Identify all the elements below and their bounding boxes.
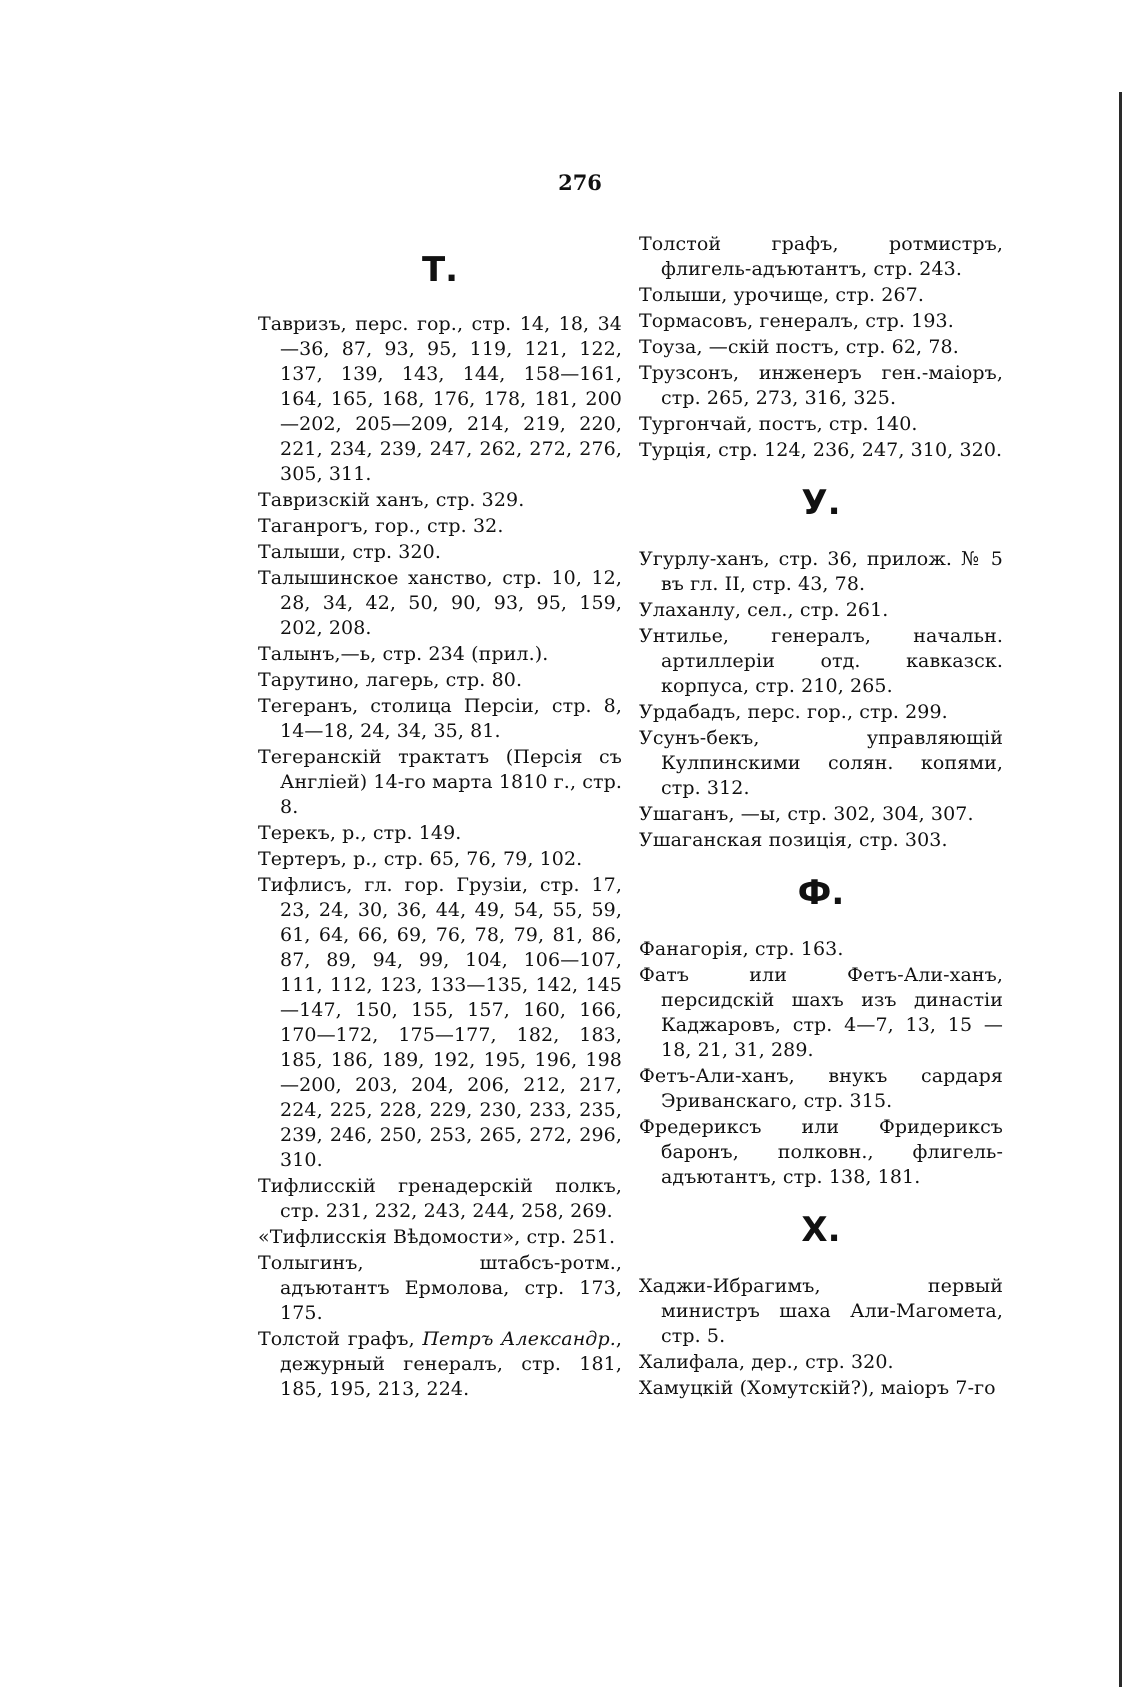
section-letter-f: Ф. [797, 873, 845, 913]
page-number: 276 [558, 170, 602, 195]
index-entry: Фанагорія, стр. 163. [639, 938, 844, 960]
index-entry: Трузсонъ, инженеръ ген.-маіоръ, стр. 265, 273, 316, 325. [639, 362, 1003, 409]
index-entry: Тоуза, —скій постъ, стр. 62, 78. [639, 336, 959, 358]
index-entry: Тавризъ, перс. гор., стр. 14, 18, 34—36, 87, 93, 95, 119, 121, 122, 137, 139, 143, 144, 158—161, 164, 165, 168, 176, 178, 181, 200—202, 205—209, 214, 219, 220, 221, 234, 239, 247, 262, 272, 276, 305, 311. [258, 313, 622, 485]
index-entry: Усунъ-бекъ, управляющій Кулпинскими солян. копями, стр. 312. [639, 727, 1003, 799]
u-entries [639, 547, 1003, 853]
index-entry: Тифлисъ, гл. гор. Грузіи, стр. 17, 23, 24, 30, 36, 44, 49, 54, 55, 59, 61, 64, 66, 69, 76, 78, 79, 81, 86, 87, 89, 94, 99, 104, 106—107, 111, 112, 123, 133—135, 142, 145—147, 150, 155, 157, 160, 166, 170—172, 175—177, 182, 183, 185, 186, 189, 192, 195, 196, 198—200, 203, 204, 206, 212, 217, 224, 225, 228, 229, 230, 233, 235, 239, 246, 250, 253, 265, 272, 296, 310. [258, 874, 622, 1171]
left-entries [258, 312, 622, 1326]
f-entries [639, 937, 1003, 1190]
index-entry: Толстой графъ, ротмистръ, флигель-адъютантъ, стр. 243. [639, 233, 1003, 280]
index-entry-tolstoy-petr [258, 1327, 622, 1402]
index-entry: Таганрогъ, гор., стр. 32. [258, 515, 504, 537]
index-entry: Фатъ или Фетъ-Али-ханъ, персидскій шахъ изъ династіи Каджаровъ, стр. 4—7, 13, 15 — 18, 21, 31, 289. [639, 964, 1003, 1061]
index-entry: Турція, стр. 124, 236, 247, 310, 320. [639, 439, 1003, 461]
page-edge [1119, 92, 1122, 1687]
t-entries-continued [639, 232, 1003, 463]
left-column [258, 230, 622, 1403]
index-entry: Угурлу-ханъ, стр. 36, прилож. № 5 въ гл. II, стр. 43, 78. [639, 548, 1003, 595]
entry-italic-name: Петръ Александр. [422, 1328, 616, 1350]
index-entry: Тертеръ, р., стр. 65, 76, 79, 102. [258, 848, 583, 870]
index-entry: Тегеранскій трактатъ (Персія съ Англіей) 14-го марта 1810 г., стр. 8. [258, 746, 622, 818]
section-letter-kh: Х. [801, 1210, 841, 1250]
index-entry: Тифлисскій гренадерскій полкъ, стр. 231, 232, 243, 244, 258, 269. [258, 1175, 622, 1222]
kh-entries [639, 1274, 1003, 1401]
index-entry: Улаханлу, сел., стр. 261. [639, 599, 889, 621]
index-entry: «Тифлисскія Вѣдомости», стр. 251. [258, 1226, 616, 1248]
index-entry: Урдабадъ, перс. гор., стр. 299. [639, 701, 948, 723]
index-entry: Ушаганъ, —ы, стр. 302, 304, 307. [639, 803, 974, 825]
index-entry: Терекъ, р., стр. 149. [258, 822, 462, 844]
section-letter-t: Т. [421, 250, 459, 290]
index-entry: Толыши, урочище, стр. 267. [639, 284, 925, 306]
index-entry: Хамуцкій (Хомутскій?), маіоръ 7-го [639, 1377, 996, 1399]
index-entry: Хаджи-Ибрагимъ, первый министръ шаха Али-Магомета, стр. 5. [639, 1275, 1003, 1347]
section-letter-u: У. [801, 483, 841, 523]
index-entry: Тургончай, постъ, стр. 140. [639, 413, 918, 435]
index-entry: Фредериксъ или Фридериксъ баронъ, полковн., флигель-адъютантъ, стр. 138, 181. [639, 1116, 1003, 1188]
index-entry: Тегеранъ, столица Персіи, стр. 8, 14—18, 24, 34, 35, 81. [258, 695, 622, 742]
index-entry: Талыши, стр. 320. [258, 541, 441, 563]
index-entry: Талышинское ханство, стр. 10, 12, 28, 34, 42, 50, 90, 93, 95, 159, 202, 208. [258, 567, 622, 639]
index-entry: Фетъ-Али-ханъ, внукъ сардаря Эриванскаго, стр. 315. [639, 1065, 1003, 1112]
entry-text: Толстой графъ, [258, 1328, 423, 1350]
index-entry: Тарутино, лагерь, стр. 80. [258, 669, 523, 691]
index-entry: Тавризскій ханъ, стр. 329. [258, 489, 525, 511]
index-entry: Ушаганская позиція, стр. 303. [639, 829, 948, 851]
right-column [639, 232, 1003, 1402]
index-entry: Халифала, дер., стр. 320. [639, 1351, 894, 1373]
index-entry: Унтильe, генералъ, начальн. артиллеріи отд. кавказск. корпуса, стр. 210, 265. [639, 625, 1003, 697]
index-entry: Талынъ,—ь, стр. 234 (прил.). [258, 643, 549, 665]
entry-text: , дежурный генералъ, стр. 181, 185, 195, 213, 224. [280, 1328, 622, 1400]
index-entry: Тормасовъ, генералъ, стр. 193. [639, 310, 954, 332]
index-entry: Толыгинъ, штабсъ-ротм., адъютантъ Ермолова, стр. 173, 175. [258, 1252, 622, 1324]
